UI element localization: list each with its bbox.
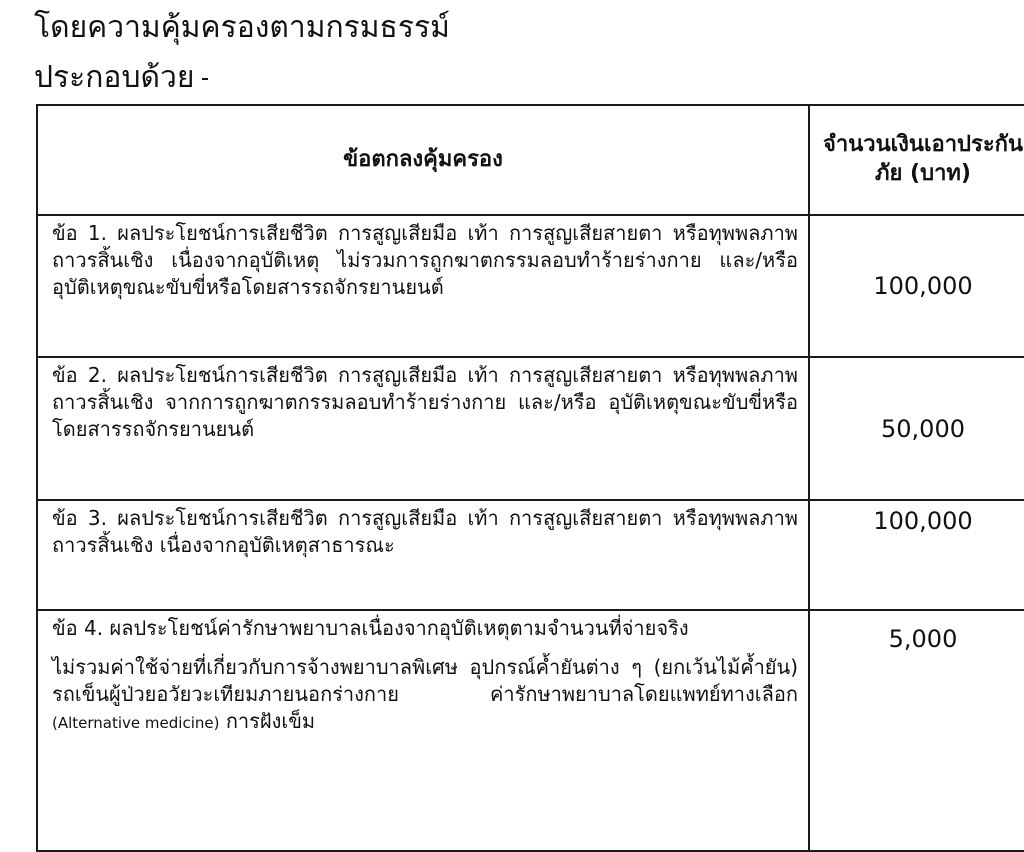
exclusion-note-tail: การฝังเข็ม <box>225 709 316 733</box>
coverage-amount: 5,000 <box>809 610 1024 851</box>
header-coverage: ข้อตกลงคุ้มครอง <box>37 105 809 215</box>
subtitle-text: ประกอบด้วย <box>34 60 195 95</box>
coverage-amount: 100,000 <box>809 500 1024 610</box>
table-row <box>37 500 1024 610</box>
document-subtitle <box>34 60 208 96</box>
coverage-amount: 50,000 <box>809 357 1024 500</box>
coverage-description-cell <box>37 610 809 851</box>
table-row <box>37 215 1024 357</box>
header-amount: จำนวนเงินเอาประกันภัย (บาท) <box>809 105 1024 215</box>
document-title: โดยความคุ้มครองตามกรมธรรม์ <box>34 10 450 45</box>
table-row <box>37 610 1024 851</box>
exclusion-note-english: (Alternative medicine) <box>52 714 220 732</box>
table-row <box>37 357 1024 500</box>
coverage-description: ข้อ 1. ผลประโยชน์การเสียชีวิต การสูญเสียมือ เท้า การสูญเสียสายตา หรือทุพพลภาพถาวรสิ้นเชิง เนื่องจากอุบัติเหตุ ไม่รวมการถูกฆาตกรรมลอบทำร้ายร่างกาย และ/หรือ อุบัติเหตุขณะขับขี่หรือโดยสารรถจักรยานยนต์ <box>37 215 809 357</box>
coverage-exclusion-note <box>52 654 798 735</box>
table-header-row <box>37 105 1024 215</box>
coverage-table <box>36 104 1024 852</box>
coverage-description: ข้อ 3. ผลประโยชน์การเสียชีวิต การสูญเสียมือ เท้า การสูญเสียสายตา หรือทุพพลภาพถาวรสิ้นเชิง เนื่องจากอุบัติเหตุสาธารณะ <box>37 500 809 610</box>
text-cursor-mark <box>202 78 208 80</box>
coverage-amount: 100,000 <box>809 215 1024 357</box>
exclusion-note-thai: ไม่รวมค่าใช้จ่ายที่เกี่ยวกับการจ้างพยาบาลพิเศษ อุปกรณ์ค้ำยันต่าง ๆ (ยกเว้นไม้ค้ำยัน) รถเข็นผู้ป่วยอวัยวะเทียมภายนอกร่างกาย ค่ารักษาพยาบาลโดยแพทย์ทางเลือก <box>52 655 798 706</box>
coverage-description: ข้อ 2. ผลประโยชน์การเสียชีวิต การสูญเสียมือ เท้า การสูญเสียสายตา หรือทุพพลภาพถาวรสิ้นเชิง จากการถูกฆาตกรรมลอบทำร้ายร่างกาย และ/หรือ อุบัติเหตุขณะขับขี่หรือโดยสารรถจักรยานยนต์ <box>37 357 809 500</box>
coverage-description: ข้อ 4. ผลประโยชน์ค่ารักษาพยาบาลเนื่องจากอุบัติเหตุตามจำนวนที่จ่ายจริง <box>52 616 689 640</box>
